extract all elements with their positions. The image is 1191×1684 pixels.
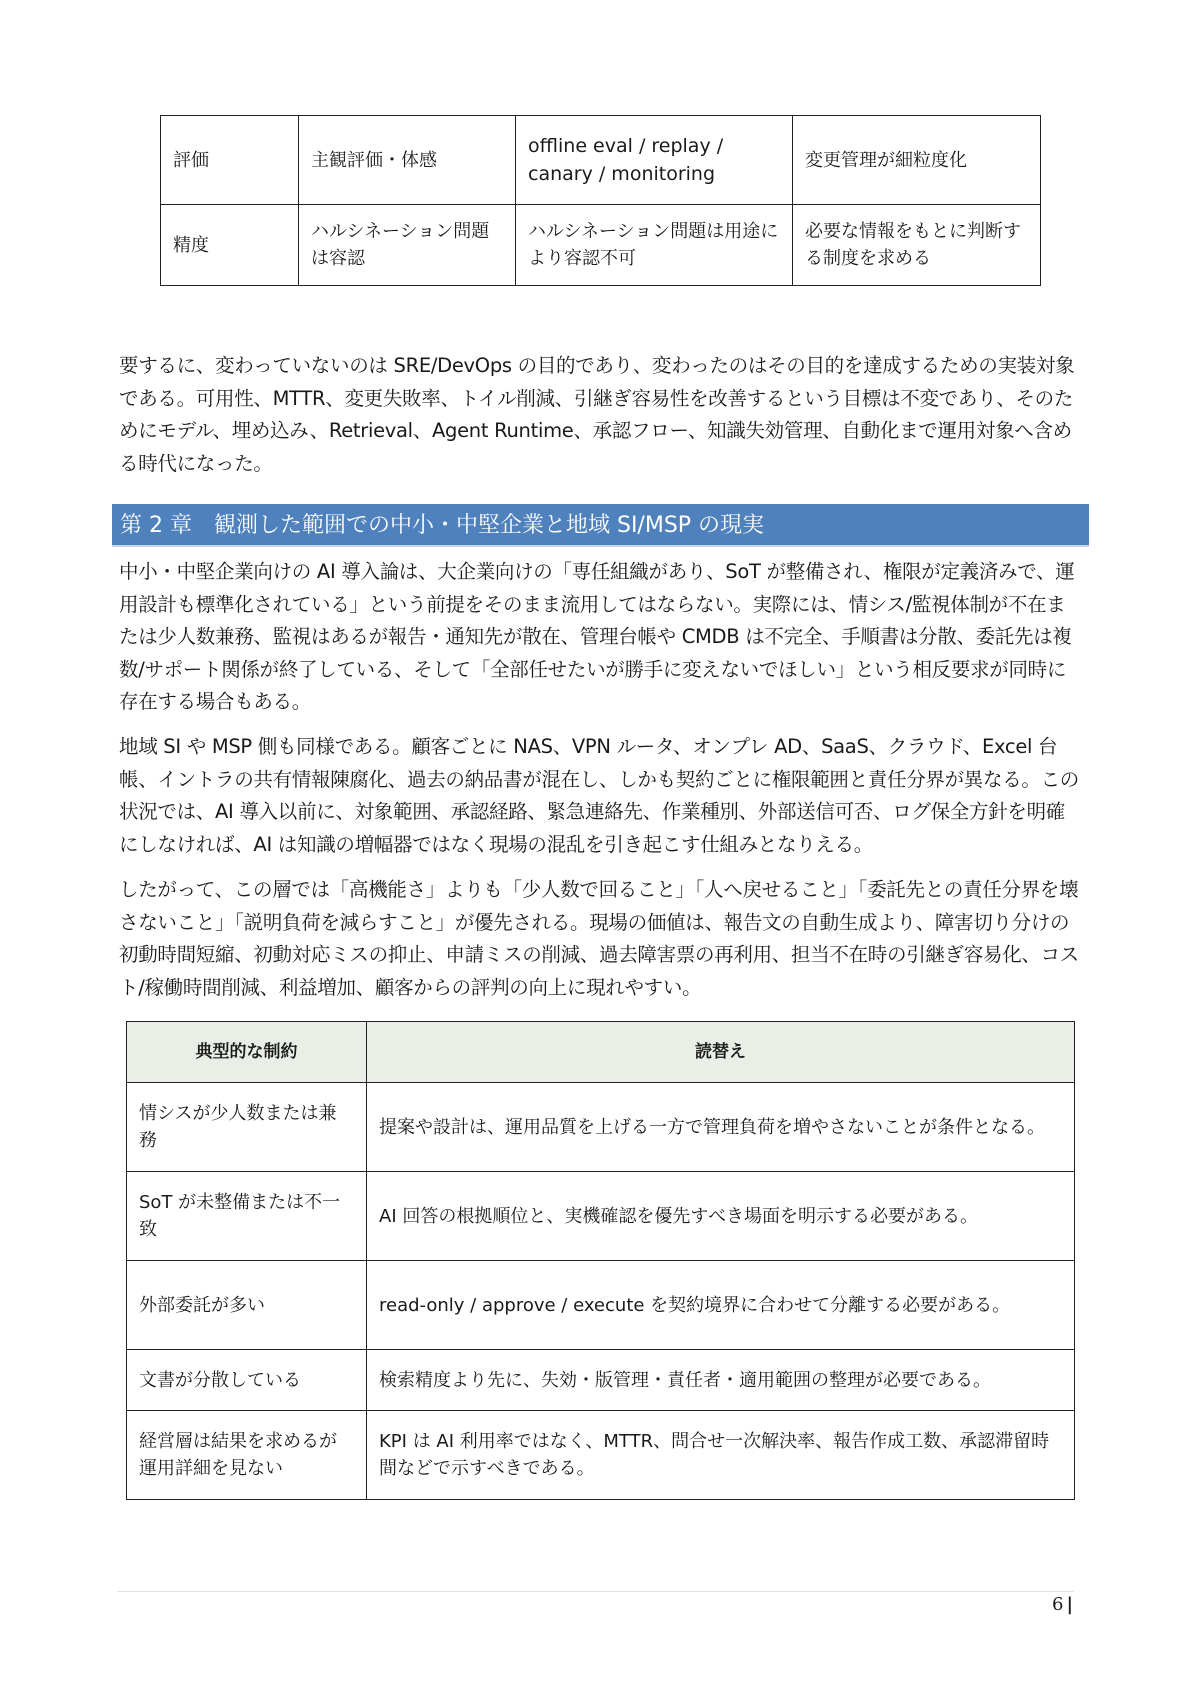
table-cell: offline eval / replay / canary / monitoring (516, 116, 793, 205)
paragraph: したがって、この層では「高機能さ」よりも「少人数で回ること」「人へ戻せること」「委託先との責任分界を壊さないこと」「説明負荷を減らすこと」が優先される。現場の価値は、報告文の自動生成より、障害切り分けの初動時間短縮、初動対応ミスの抑止、申請ミスの削減、過去障害票の再利用、担当不在時の引継ぎ容易化、コスト/稼働時間削減、利益増加、顧客からの評判の向上に現れやすい。 (119, 878, 1080, 999)
column-header: 典型的な制約 (127, 1022, 367, 1083)
table-row (161, 116, 1041, 205)
page-number (1052, 1594, 1073, 1615)
table-cell: 提案や設計は、運用品質を上げる一方で管理負荷を増やさないことが条件となる。 (367, 1083, 1075, 1172)
table-cell: SoT が未整備または不一致 (127, 1172, 367, 1261)
table-cell: 主観評価・体感 (299, 116, 516, 205)
table-cell: 情シスが少人数または兼務 (127, 1083, 367, 1172)
table-header-row (127, 1022, 1075, 1083)
table-cell: 変更管理が細粒度化 (793, 116, 1041, 205)
comparison-table (160, 115, 1041, 286)
paragraph: 中小・中堅企業向けの AI 導入論は、大企業向けの「専任組織があり、SoT が整備され、権限が定義済みで、運用設計も標準化されている」という前提をそのまま流用してはならない。実際には、情シス/監視体制が不在または少人数兼務、監視はあるが報告・通知先が散在、管理台帳や CMDB は不完全、手順書は分散、委託先は複数/サポート関係が終了している、そして「全部任せたいが勝手に変えないでほしい」という相反要求が同時に存在する場合もある。 (119, 560, 1075, 713)
chapter-heading: 第 2 章 観測した範囲での中小・中堅企業と地域 SI/MSP の現実 (112, 504, 1089, 547)
page-number-separator: | (1066, 1594, 1074, 1615)
footer-divider (117, 1591, 1074, 1592)
table-row (127, 1350, 1075, 1411)
table-cell: 外部委託が多い (127, 1261, 367, 1350)
table-cell: 必要な情報をもとに判断する制度を求める (793, 205, 1041, 286)
table-row (161, 205, 1041, 286)
table-row (127, 1172, 1075, 1261)
table-cell: read-only / approve / execute を契約境界に合わせて分離する必要がある。 (367, 1261, 1075, 1350)
table-cell: ハルシネーション問題は容認 (299, 205, 516, 286)
table-row (127, 1261, 1075, 1350)
paragraph: 要するに、変わっていないのは SRE/DevOps の目的であり、変わったのはその目的を達成するための実装対象である。可用性、MTTR、変更失敗率、トイル削減、引継ぎ容易性を改善するという目標は不変であり、そのためにモデル、埋め込み、Retrieval、Agent Runtime、承認フロー、知識失効管理、自動化まで運用対象へ含める時代になった。 (119, 354, 1075, 475)
table-cell: 文書が分散している (127, 1350, 367, 1411)
table-cell: KPI は AI 利用率ではなく、MTTR、問合せ一次解決率、報告作成工数、承認滞留時間などで示すべきである。 (367, 1411, 1075, 1500)
table-row (127, 1411, 1075, 1500)
constraints-table (126, 1021, 1075, 1500)
column-header: 読替え (367, 1022, 1075, 1083)
table-cell: 経営層は結果を求めるが運用詳細を見ない (127, 1411, 367, 1500)
paragraph: 地域 SI や MSP 側も同様である。顧客ごとに NAS、VPN ルータ、オンプレ AD、SaaS、クラウド、Excel 台帳、イントラの共有情報陳腐化、過去の納品書が混在し、しかも契約ごとに権限範囲と責任分界が異なる。この状況では、AI 導入以前に、対象範囲、承認経路、緊急連絡先、作業種別、外部送信可否、ログ保全方針を明確にしなければ、AI は知識の増幅器ではなく現場の混乱を引き起こす仕組みとなりえる。 (119, 735, 1080, 856)
table-cell: 検索精度より先に、失効・版管理・責任者・適用範囲の整理が必要である。 (367, 1350, 1075, 1411)
table-cell: ハルシネーション問題は用途により容認不可 (516, 205, 793, 286)
table-cell: AI 回答の根拠順位と、実機確認を優先すべき場面を明示する必要がある。 (367, 1172, 1075, 1261)
table-row (127, 1083, 1075, 1172)
table-cell: 精度 (161, 205, 299, 286)
table-cell: 評価 (161, 116, 299, 205)
page-number-value: 6 (1052, 1594, 1064, 1615)
